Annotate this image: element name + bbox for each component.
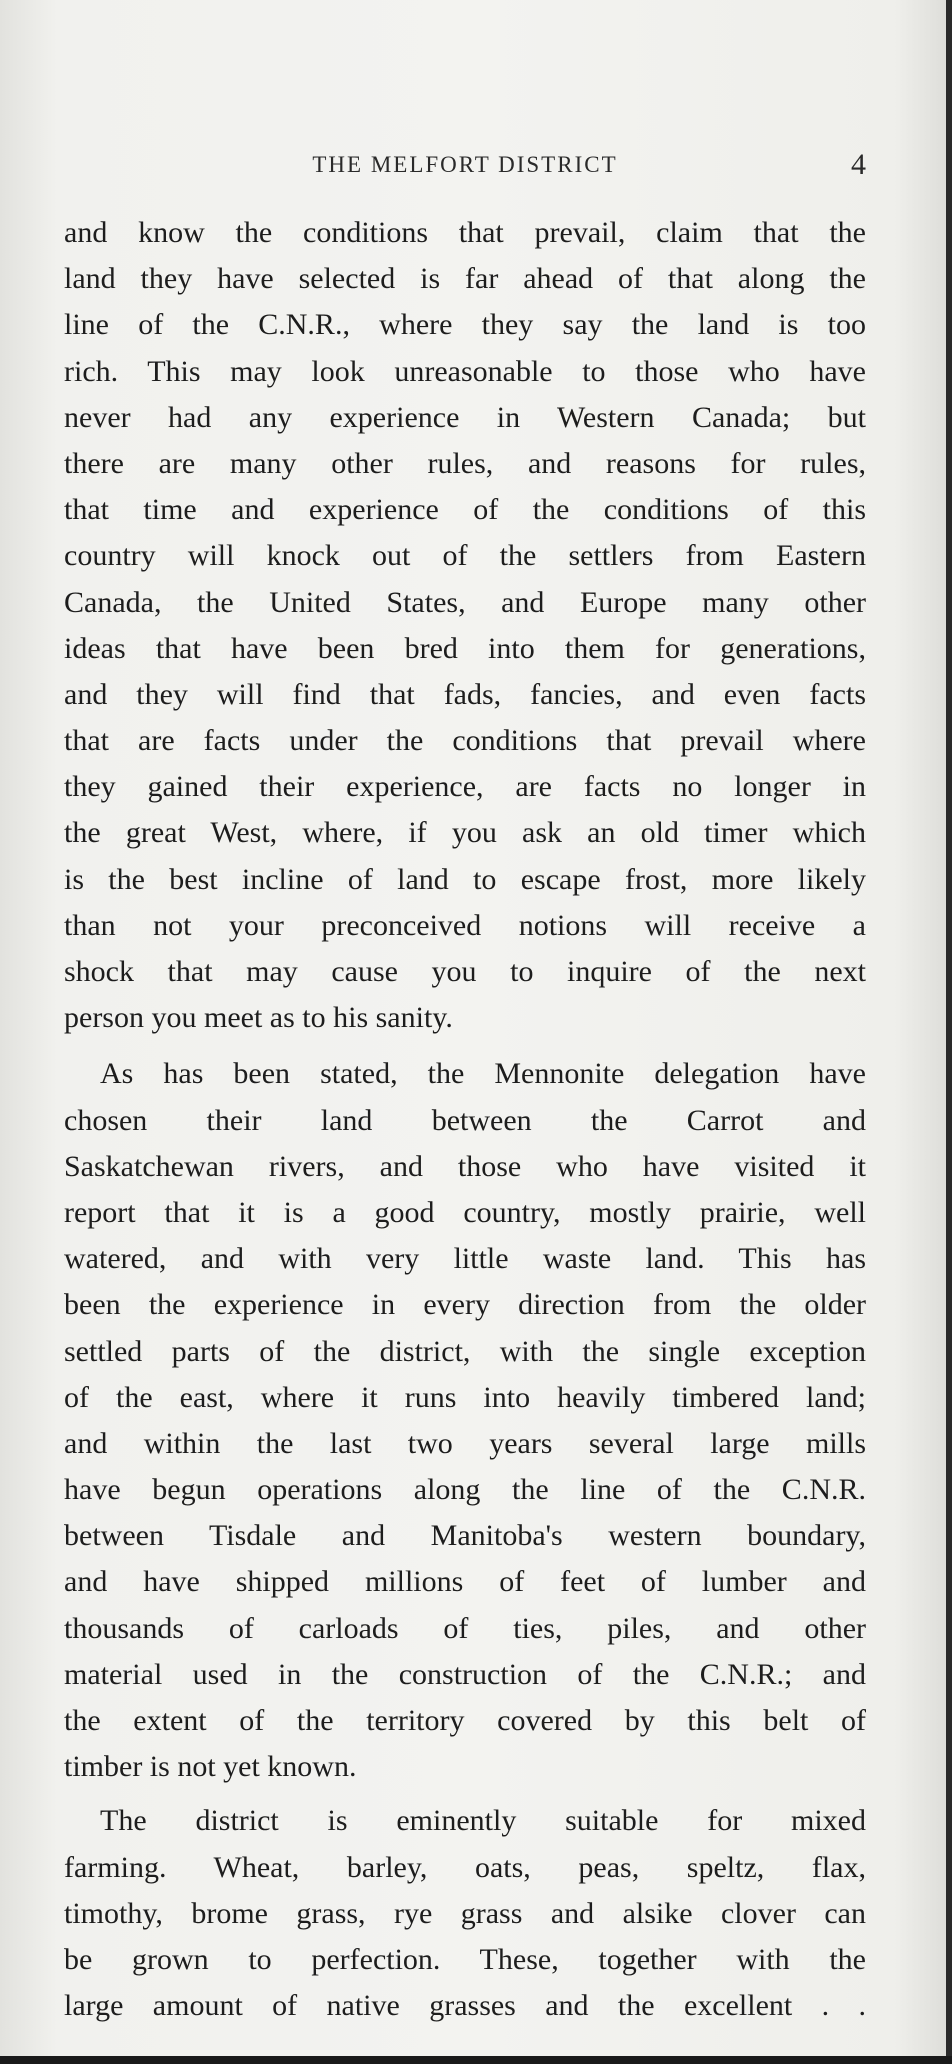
text-line: is the best incline of land to escape frost, more likely [64, 862, 866, 896]
text-line: be grown to perfection. These, together with the [64, 1942, 866, 1976]
text-line: large amount of native grasses and the excellent . . [64, 1989, 866, 2023]
text-line: have begun operations along the line of the C.N.R. [64, 1473, 866, 1507]
text-line: chosen their land between the Carrot and [64, 1103, 866, 1137]
paragraph [64, 1051, 866, 1790]
text-line: of the east, where it runs into heavily timbered land; [64, 1380, 866, 1414]
text-line: shock that may cause you to inquire of the next [64, 955, 866, 988]
running-title: THE MELFORT DISTRICT [312, 152, 618, 177]
text-line: ideas that have been bred into them for generations, [64, 631, 866, 665]
text-line: the extent of the territory covered by this belt of [64, 1704, 866, 1737]
text-line: Canada, the United States, and Europe many other [64, 585, 866, 619]
page-number: 4 [851, 148, 866, 181]
page-edge-shadow-bottom [0, 2056, 952, 2064]
text-line: country will knock out of the settlers from Eastern [64, 539, 866, 573]
text-line: the great West, where, if you ask an old timer which [64, 816, 866, 850]
text-line: and have shipped millions of feet of lumber and [64, 1565, 866, 1599]
paragraph-gap [64, 1041, 866, 1051]
text-line: line of the C.N.R., where they say the land is too [64, 308, 866, 342]
text-line: than not your preconceived notions will receive a [64, 908, 866, 942]
text-line: farming. Wheat, barley, oats, peas, speltz, flax, [64, 1850, 866, 1884]
text-line: and within the last two years several large mills [64, 1426, 866, 1460]
text-line: and know the conditions that prevail, claim that the [64, 216, 866, 249]
text-line: settled parts of the district, with the single exception [64, 1334, 866, 1368]
paragraph [64, 1798, 866, 2029]
text-line: there are many other rules, and reasons for rules, [64, 446, 866, 480]
paragraph [64, 210, 866, 1041]
paragraph-gap [64, 1790, 866, 1798]
body-text [64, 210, 866, 2029]
text-line: thousands of carloads of ties, piles, and other [64, 1611, 866, 1645]
text-line: Saskatchewan rivers, and those who have visited it [64, 1149, 866, 1183]
text-line: and they will find that fads, fancies, and even facts [64, 677, 866, 711]
text-line: report that it is a good country, mostly prairie, well [64, 1195, 866, 1229]
text-line: The district is eminently suitable for mixed [100, 1804, 866, 1838]
text-line: been the experience in every direction from the older [64, 1288, 866, 1322]
text-line: timber is not yet known. [64, 1750, 357, 1784]
text-line: never had any experience in Western Canada; but [64, 400, 866, 434]
text-line: material used in the construction of the C.N.R.; and [64, 1657, 866, 1691]
text-line: they gained their experience, are facts no longer in [64, 770, 866, 804]
text-line: between Tisdale and Manitoba's western boundary, [64, 1519, 866, 1553]
text-line: that time and experience of the conditions of this [64, 493, 866, 527]
text-line: watered, and with very little waste land. This has [64, 1242, 866, 1276]
text-line: that are facts under the conditions that prevail where [64, 724, 866, 758]
text-line: As has been stated, the Mennonite delegation have [100, 1057, 866, 1091]
page-header [64, 148, 866, 186]
text-line: land they have selected is far ahead of that along the [64, 262, 866, 296]
text-line: rich. This may look unreasonable to those who have [64, 354, 866, 388]
text-line: person you meet as to his sanity. [64, 1001, 453, 1035]
text-line: timothy, brome grass, rye grass and alsike clover can [64, 1896, 866, 1930]
page-edge-shadow-right [946, 0, 952, 2064]
